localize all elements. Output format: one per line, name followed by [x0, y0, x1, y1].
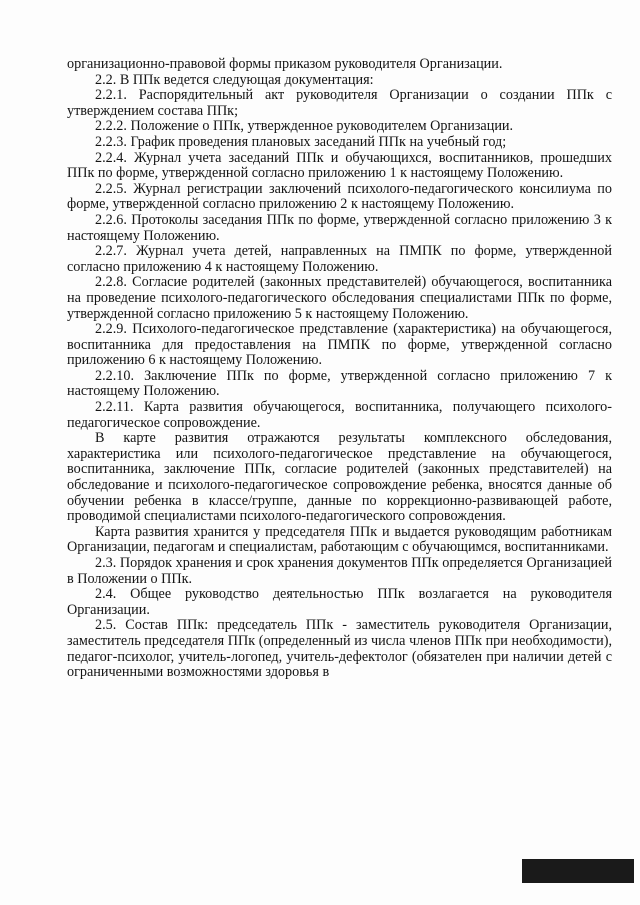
paragraph-development-card: В карте развития отражаются результаты комплексного обследования, характеристика или психолого-педагогическое представление на обучающегося, воспитанника, заключение ППк, согласие родителей (законных представителей) на обследование и психолого-педагогическое сопровождение ребенка, вносятся данные об обучении ребенка в классе/группе, данные по коррекционно-развивающей работе, проводимой специалистами психолого-педагогического сопровождения. — [67, 430, 612, 525]
paragraph-2-2-2: 2.2.2. Положение о ППк, утвержденное руководителем Организации. — [95, 118, 514, 135]
paragraph-2-2-10: 2.2.10. Заключение ППк по форме, утвержденной согласно приложению 7 к настоящему Положению. — [67, 367, 612, 400]
paragraph-2-2-5: 2.2.5. Журнал регистрации заключений психолого-педагогического консилиума по форме, утвержденной согласно приложению 2 к настоящему Положению. — [67, 180, 612, 213]
paragraph-2-2-7: 2.2.7. Журнал учета детей, направленных на ПМПК по форме, утвержденной согласно приложению 4 к настоящему Положению. — [67, 243, 612, 275]
paragraph-2-4: 2.4. Общее руководство деятельностью ППк возлагается на руководителя Организации. — [67, 586, 612, 618]
paragraph-2-2: 2.2. В ППк ведется следующая документация: — [95, 71, 374, 88]
paragraph-2-2-1: 2.2.1. Распорядительный акт руководителя Организации о создании ППк с утверждением состава ППк; — [67, 87, 612, 119]
paragraph-2-2-8: 2.2.8. Согласие родителей (законных представителей) обучающегося, воспитанника на проведение психолого-педагогического обследования специалистами ППк по форме, утвержденной согласно приложению 5 к настоящему Положению. — [67, 274, 612, 322]
paragraph-2-2-3: 2.2.3. График проведения плановых заседаний ППк на учебный год; — [95, 133, 507, 150]
scan-edge-mark — [522, 859, 634, 883]
document-text — [67, 57, 612, 681]
paragraph-card-storage: Карта развития хранится у председателя ППк и выдается руководящим работникам Организации, педагогам и специалистам, работающим с обучающимся, воспитанниками. — [67, 523, 612, 556]
paragraph-2-5: 2.5. Состав ППк: председатель ППк - заместитель руководителя Организации, заместитель председателя ППк (определенный из числа членов ППк при необходимости), педагог-психолог, учитель-логопед, учитель-дефектолог (обязателен при наличии детей с ограниченными возможностями здоровья в — [67, 617, 612, 681]
paragraph-continuation: организационно-правовой формы приказом руководителя Организации. — [67, 56, 503, 72]
paragraph-2-2-4: 2.2.4. Журнал учета заседаний ППк и обучающихся, воспитанников, прошедших ППк по форме, утвержденной согласно приложению 1 к настоящему Положению. — [67, 149, 612, 182]
paragraph-2-3: 2.3. Порядок хранения и срок хранения документов ППк определяется Организацией в Положении о ППк. — [67, 555, 612, 587]
paragraph-2-2-9: 2.2.9. Психолого-педагогическое представление (характеристика) на обучающегося, воспитанника для предоставления на ПМПК по форме, утвержденной согласно приложению 6 к настоящему Положению. — [67, 321, 612, 369]
paragraph-2-2-11: 2.2.11. Карта развития обучающегося, воспитанника, получающего психолого-педагогическое сопровождение. — [67, 399, 612, 431]
paragraph-2-2-6: 2.2.6. Протоколы заседания ППк по форме, утвержденной согласно приложению 3 к настоящему Положению. — [67, 211, 612, 244]
